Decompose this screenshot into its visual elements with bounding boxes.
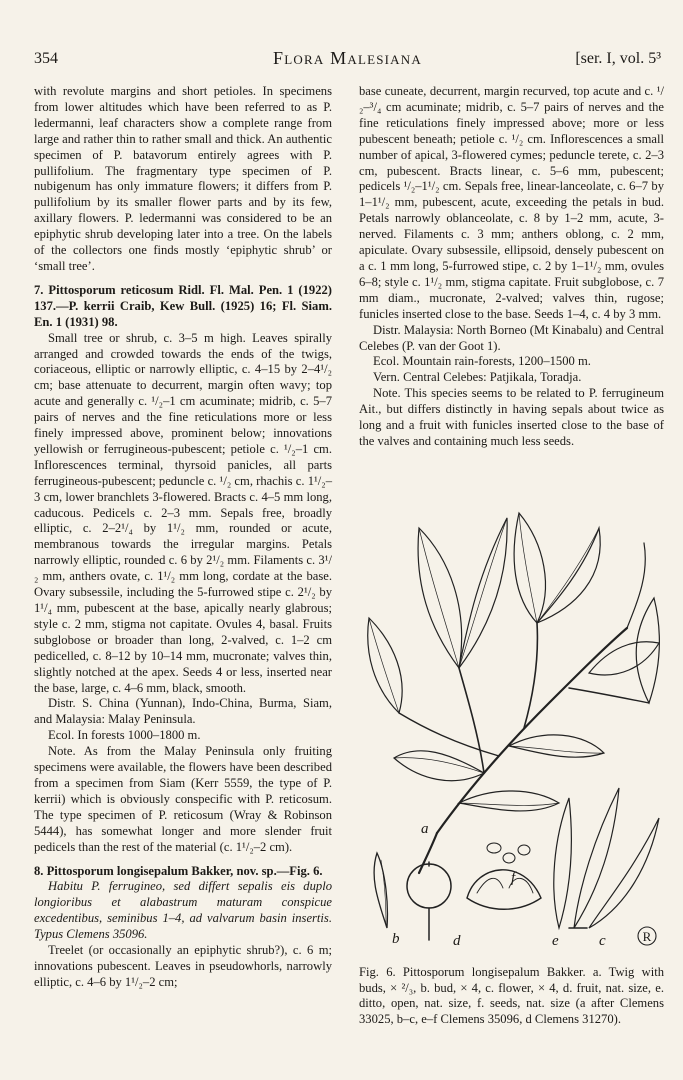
- page-number: 354: [34, 50, 58, 67]
- note-reticosum: Note. As from the Malay Peninsula only fruiting specimens were available, the flowers have been described from a specimen from Siam (Kerr 5559, the type of P. kerrii) which is obviously conspecific with P. reticosum. The type specimen of P. reticosum (Wray & Robinson 5444), has somewhat longer and more slender fruit pedicels than the rest of the material (c. 1¹/₂–2 cm).: [34, 744, 332, 854]
- figure-label-d: d: [453, 933, 461, 948]
- series-volume: [ser. I, vol. 5³: [575, 50, 661, 67]
- latin-diagnosis: Habitu P. ferrugineo, sed differt sepalis eis duplo longioribus et alabastrum maturam conspicue excedentibus, seminibus 1–4, ad valvarum basin insertis. Typus Clemens 35096.: [34, 879, 332, 942]
- paragraph-intro: with revolute margins and short petioles. In specimens from lower altitudes which have been referred to as P. ledermanni, leaf characters show a complete range from large and rather thin to rather small and thick. An authentic specimen of P. batavorum entirely agrees with P. pullifolium. The fragmentary type specimen of P. nubigenum has only immature flowers; it differs from P. pullifolium by its smaller flower parts and by its few, axillary flowers. P. ledermanni was considered to be an epiphytic shrub developing later into a tree. On the labels of the collectors one finds mostly ‘epiphytic shrub’ or ‘small tree’.: [34, 84, 332, 273]
- artist-mark: R: [642, 929, 652, 944]
- right-column: [359, 84, 664, 450]
- distribution-reticosum: Distr. S. China (Yunnan), Indo-China, Burma, Siam, and Malaysia: Malay Peninsula.: [34, 696, 332, 727]
- figure-label-e: e: [552, 933, 559, 948]
- running-header: [34, 50, 661, 72]
- figure-label-c: c: [599, 933, 606, 948]
- ecology-reticosum: Ecol. In forests 1000–1800 m.: [48, 728, 201, 743]
- figure-caption: Fig. 6. Pittosporum longisepalum Bakker. a. Twig with buds, × ²/₃, b. bud, × 4, c. flower, × 4, d. fruit, nat. size, e. ditto, open, nat. size, f. seeds, nat. size (a after Clemens 33025, b–c, e–f Clemens 35096, d Clemens 31270).: [359, 964, 664, 1027]
- species-heading-reticosum: 7. Pittosporum reticosum Ridl. Fl. Mal. Pen. 1 (1922) 137.—P. kerrii Craib, Kew Bull. (1925) 16; Fl. Siam. En. 1 (1931) 98.: [34, 282, 332, 329]
- distribution-longisepalum: Distr. Malaysia: North Borneo (Mt Kinabalu) and Central Celebes (P. van der Goot 1).: [359, 322, 664, 353]
- botanical-illustration: [359, 488, 664, 948]
- ecology-longisepalum: Ecol. Mountain rain-forests, 1200–1500 m.: [373, 354, 591, 369]
- vernacular-longisepalum: Vern. Central Celebes: Patjikala, Toradja.: [373, 370, 582, 385]
- figure-label-b: b: [392, 931, 400, 947]
- left-column: [34, 84, 332, 991]
- note-longisepalum: Note. This species seems to be related to P. ferrugineum Ait., but differs distinctly in having sepals about twice as long and a fruit with funicles inserted close to the base of the valves and containing much less seeds.: [359, 386, 664, 448]
- species-heading-longisepalum: 8. Pittosporum longisepalum Bakker, nov. sp.—Fig. 6.: [34, 863, 323, 878]
- figure-label-f: f: [511, 870, 516, 886]
- illustration-svg: [359, 488, 664, 948]
- description-longisepalum-cont: base cuneate, decurrent, margin recurved, top acute and c. ¹/₂–³/₄ cm acuminate; midrib, c. 5–7 pairs of nerves and the fine reticulations finely impressed above; more or less pubescent beneath; petiole c. ¹/₂ cm. Inflorescences a small number of apical, 3-flowered cymes; peduncle terete, c. 2–3 cm, pubescent. Bracts linear, c. 5–6 mm, pubescent; pedicels ¹/₂–1¹/₂ cm. Sepals free, linear-lanceolate, c. 6–7 by 1–1¹/₂ mm, pubescent, acute, exceeding the petals in bud. Petals narrowly oblanceolate, c. 8 by 1–2 mm, acute, 3-nerved. Filaments c. 3 mm; anthers oblong, c. 2 mm, apiculate. Ovary subsessile, ellipsoid, densely pubescent on a c. 1 mm long, 5-furrowed stipe, c. 2 by 1–1¹/₂ mm, ovules 6–8; style c. 1¹/₂ mm, stigma capitate. Fruit subglobose, c. 7 mm diam., mucronate, 2-valved; valves thin, rugose; funicles inserted close to the base. Seeds 1–4, c. 4 by 3 mm.: [359, 84, 664, 321]
- figure-label-a: a: [421, 821, 429, 837]
- description-longisepalum-start: Treelet (or occasionally an epiphytic shrub?), c. 6 m; innovations pubescent. Leaves in pseudowhorls, narrowly elliptic, c. 4–6 by 1¹/₂–2 cm;: [34, 943, 332, 989]
- journal-title: Flora Malesiana: [273, 48, 422, 68]
- description-reticosum: Small tree or shrub, c. 3–5 m high. Leaves spirally arranged and crowded towards the ends of the twigs, coriaceous, elliptic or narrowly elliptic, c. 4–15 by 2–4¹/₂ cm; base attenuate to decurrent, margin often wavy; top acute and generally c. ¹/₂–1 cm acuminate; midrib, c. 5–7 pairs of nerves and the fine reticulations more or less finely impressed above, prominent below; innovations yellowish or ferrugineous-pubescent; petiole c. ¹/₂–1 cm. Inflorescences terminal, thyrsoid panicles, all parts ferrugineous-pubescent; peduncle c. ¹/₂ cm, rhachis c. 1¹/₂–3 cm, lower branchlets 3-flowered. Bracts c. 4–5 mm long, caducous. Pedicels c. 2–3 mm. Sepals free, broadly elliptic, c. 2–2¹/₄ by 1¹/₂ mm, rounded or acute, membranous towards the irregular margins. Petals narrowly elliptic, rounded c. 6 by 2¹/₂ mm. Filaments c. 3¹/₂ mm, anthers ovate, c. 1¹/₂ mm long, cordate at the base. Ovary subsessile, including the 5-furrowed stipe c. 2¹/₂ by 1¹/₄ mm, pubescent at the base, apically nearly glabrous; style c. 2 mm, stigma not capitate. Ovules 4, basal. Fruits subglobose or broader than long, 2-valved, c. 1–2 cm pedicelled, c. 8–12 by 10–14 mm, mucronate; valves thin, slightly notched at the apex. Seeds 4 or less, inserted near the base, large, c. 4–6 mm, black, smooth.: [34, 330, 332, 695]
